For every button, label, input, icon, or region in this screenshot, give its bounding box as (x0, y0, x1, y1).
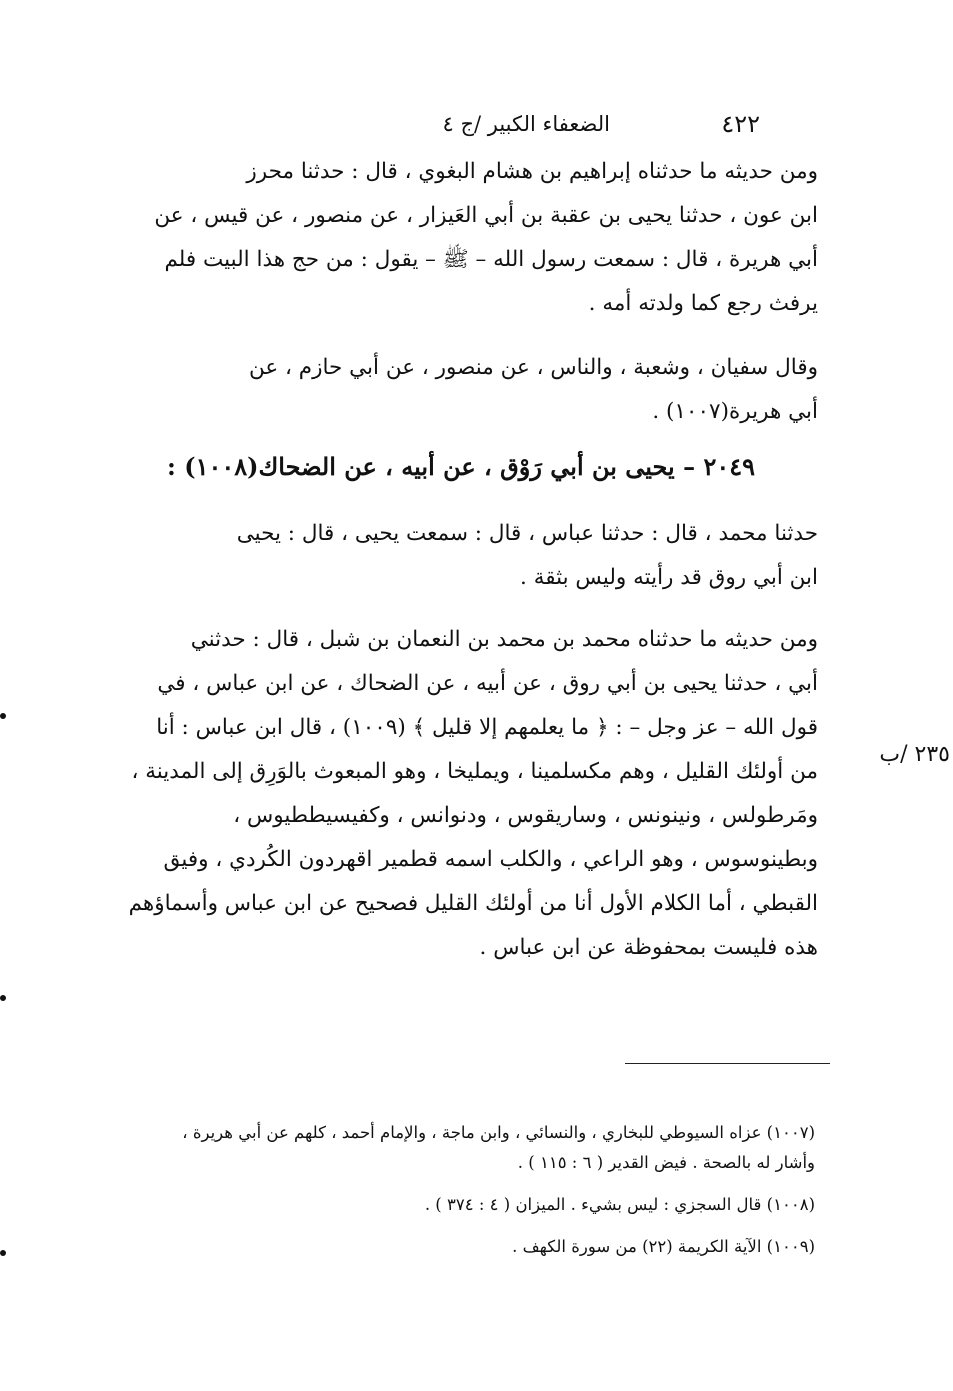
footnote-separator (625, 1063, 830, 1064)
entry-heading: ٢٠٤٩ – يحيى بن أبي رَوْق ، عن أبيه ، عن الضحاك(١٠٠٨) : (167, 452, 755, 481)
scan-mark (0, 1250, 6, 1256)
page-number: ٤٢٢ (721, 110, 760, 138)
running-title: الضعفاء الكبير /ج ٤ (442, 112, 610, 136)
text-line: أبي ، حدثنا يحيى بن أبي روق ، عن أبيه ، عن الضحاك ، عن ابن عباس ، في (157, 671, 818, 696)
footnote-line: (١٠٠٨) قال السجزي : ليس بشيء . الميزان ( ٤ : ٣٧٤ ) . (424, 1195, 815, 1214)
text-line: يرفث رجع كما ولدته أمه . (588, 291, 818, 316)
footnote-line: (١٠٠٧) عزاه السيوطي للبخاري ، والنسائي ، وابن ماجة ، والإمام أحمد ، كلهم عن أبي هريرة ، (182, 1123, 815, 1142)
text-line: وقال سفيان ، وشعبة ، والناس ، عن منصور ، عن أبي حازم ، عن (248, 355, 818, 380)
footnote-line: (١٠٠٩) الآية الكريمة (٢٢) من سورة الكهف . (512, 1237, 815, 1256)
text-line: وبطينوسوس ، وهو الراعي ، والكلب اسمه قطمير اقهردون الكُردي ، وفيق (163, 847, 818, 872)
footnote-1008 (135, 1190, 815, 1220)
text-line: القبطي ، أما الكلام الأول أنا من أولئك القليل فصحيح عن ابن عباس وأسماؤهم (128, 891, 818, 916)
text-line: أبي هريرة ، قال : سمعت رسول الله – ﷺ – يقول : من حج هذا البيت فلم (164, 247, 818, 272)
text-line: ومن حديثه ما حدثناه إبراهيم بن هشام البغوي ، قال : حدثنا محرز (246, 159, 818, 184)
manuscript-folio-note: ٢٣٥ /ب (879, 742, 950, 767)
scan-mark (0, 995, 6, 1001)
page-header (380, 110, 760, 144)
paragraph-2 (128, 346, 818, 434)
footnotes (135, 1118, 815, 1262)
text-line: حدثنا محمد ، قال : حدثنا عباس ، قال : سمعت يحيى ، قال : يحيى (236, 521, 818, 546)
text-line: ومَرطولس ، ونينونس ، وساريقوس ، ودنوانس ، وكفيسيططيوس ، (233, 803, 818, 828)
text-line: أبي هريرة(١٠٠٧) . (652, 399, 818, 424)
footnote-1007 (135, 1118, 815, 1178)
paragraph-4 (128, 618, 818, 970)
paragraph-3 (128, 512, 818, 600)
footnote-line: وأشار له بالصحة . فيض القدير ( ٦ : ١١٥ ) . (517, 1153, 815, 1172)
scan-mark (0, 713, 6, 719)
text-line: ابن أبي روق قد رأيته وليس بثقة . (520, 565, 818, 590)
footnote-1009 (135, 1232, 815, 1262)
text-line: ومن حديثه ما حدثناه محمد بن محمد بن النعمان بن شبل ، قال : حدثني (190, 627, 818, 652)
text-line: من أولئك القليل ، وهم مكسلمينا ، ويمليخا ، وهو المبعوث بالوَرِق إلى المدينة ، (131, 759, 818, 784)
text-line: قول الله – عز وجل – : ﴿ ما يعلمهم إلا قليل ﴾ (١٠٠٩) ، قال ابن عباس : أنا (156, 715, 818, 740)
text-line: ابن عون ، حدثنا يحيى بن عقبة بن أبي العَيزار ، عن منصور ، عن قيس ، عن (154, 203, 818, 228)
text-line: هذه فليست بمحفوظة عن ابن عباس . (479, 935, 818, 960)
paragraph-1 (128, 150, 818, 326)
